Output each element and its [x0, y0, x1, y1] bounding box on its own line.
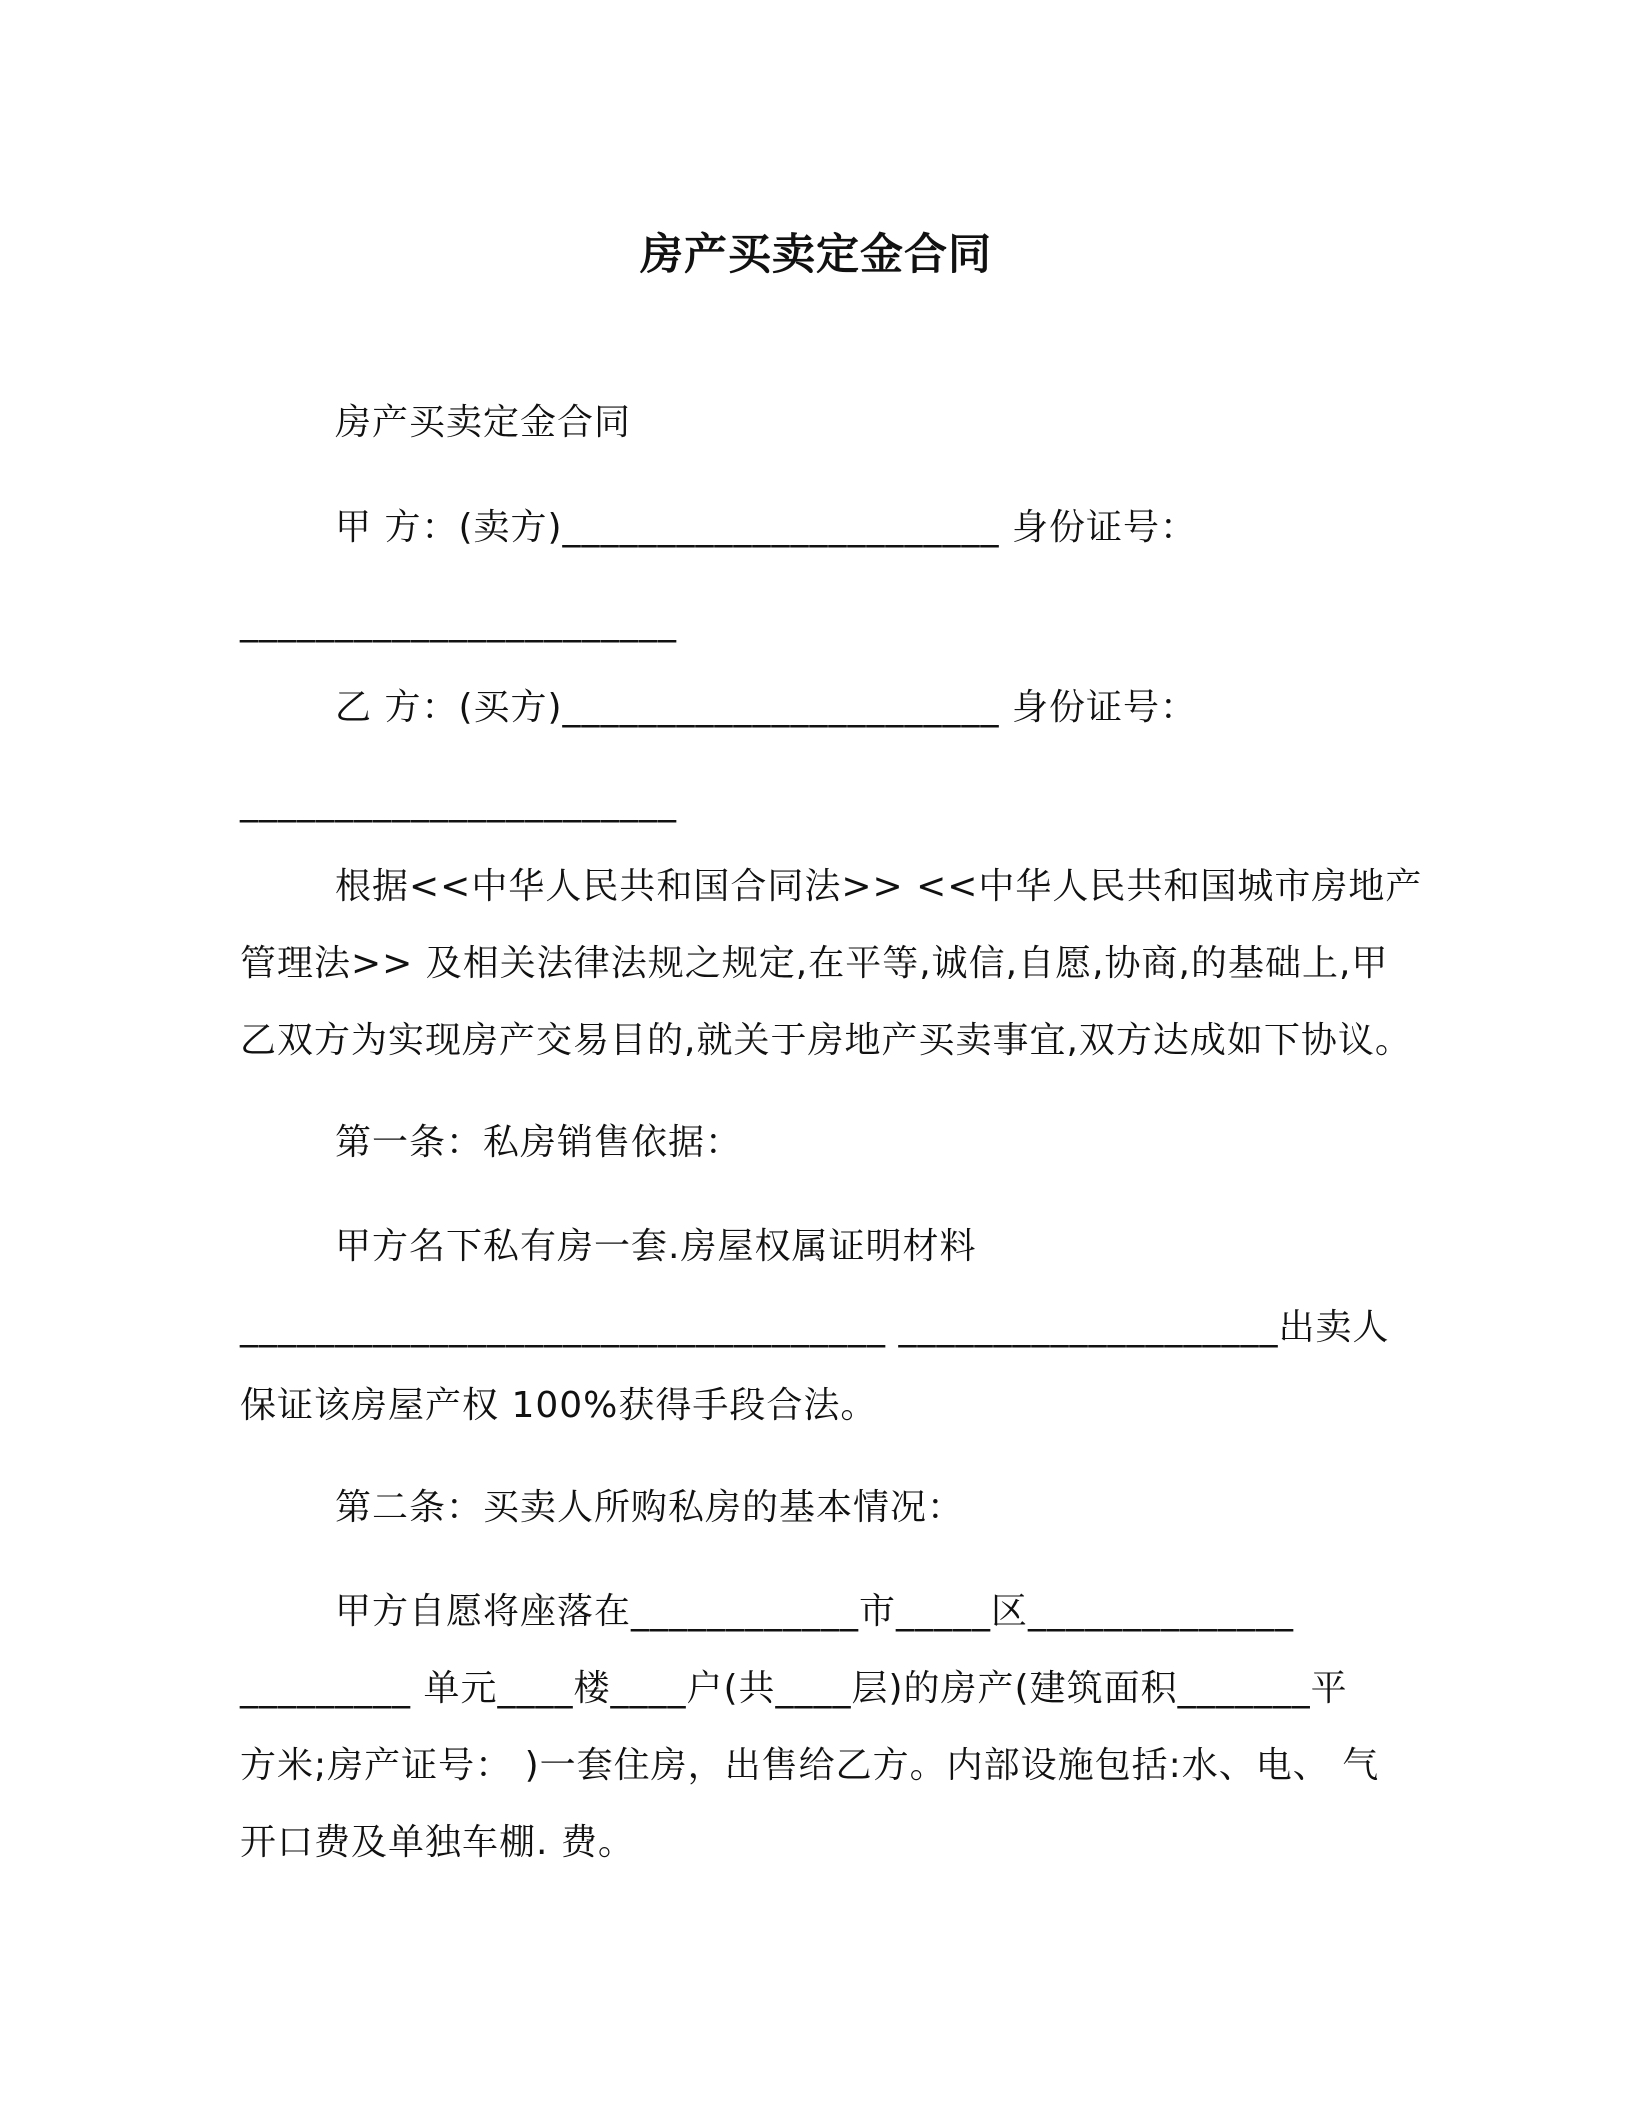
article-1-text-1: 甲方名下私有房一套.房屋权属证明材料 — [335, 1226, 977, 1267]
intro-line-1: 根据<<中华人民共和国合同法>> <<中华人民共和国城市房地产 — [335, 866, 1423, 907]
article-1-text-2: __________________________________ ____________________出卖人 — [240, 1307, 1390, 1348]
article-1-heading: 第一条：私房销售依据： — [335, 1122, 743, 1163]
article-2-text-2: _________ 单元____楼____户(共____层)的房产(建筑面积_______平 — [240, 1668, 1348, 1709]
article-1-text-3: 保证该房屋产权 100%获得手段合法。 — [240, 1385, 878, 1426]
party-b-line: 乙 方：(买方)_______________________ 身份证号： — [335, 687, 1197, 728]
intro-line-2: 管理法>> 及相关法律法规之规定,在平等,诚信,自愿,协商,的基础上,甲 — [240, 943, 1389, 984]
party-a-id-line: _______________________ — [240, 602, 677, 643]
document-title: 房产买卖定金合同 — [640, 230, 992, 280]
article-2-heading: 第二条：买卖人所购私房的基本情况： — [335, 1487, 965, 1528]
party-a-line: 甲 方：(卖方)_______________________ 身份证号： — [335, 507, 1197, 548]
article-2-text-1: 甲方自愿将座落在____________市_____区______________ — [335, 1591, 1295, 1632]
intro-line-3: 乙双方为实现房产交易目的,就关于房地产买卖事宜,双方达成如下协议。 — [240, 1020, 1412, 1061]
article-2-text-4: 开口费及单独车棚. 费。 — [240, 1822, 635, 1863]
subtitle-line: 房产买卖定金合同 — [335, 402, 632, 443]
party-b-id-line: _______________________ — [240, 782, 677, 823]
article-2-text-3: 方米;房产证号： )一套住房，出售给乙方。内部设施包括:水、电、 气 — [240, 1745, 1380, 1786]
